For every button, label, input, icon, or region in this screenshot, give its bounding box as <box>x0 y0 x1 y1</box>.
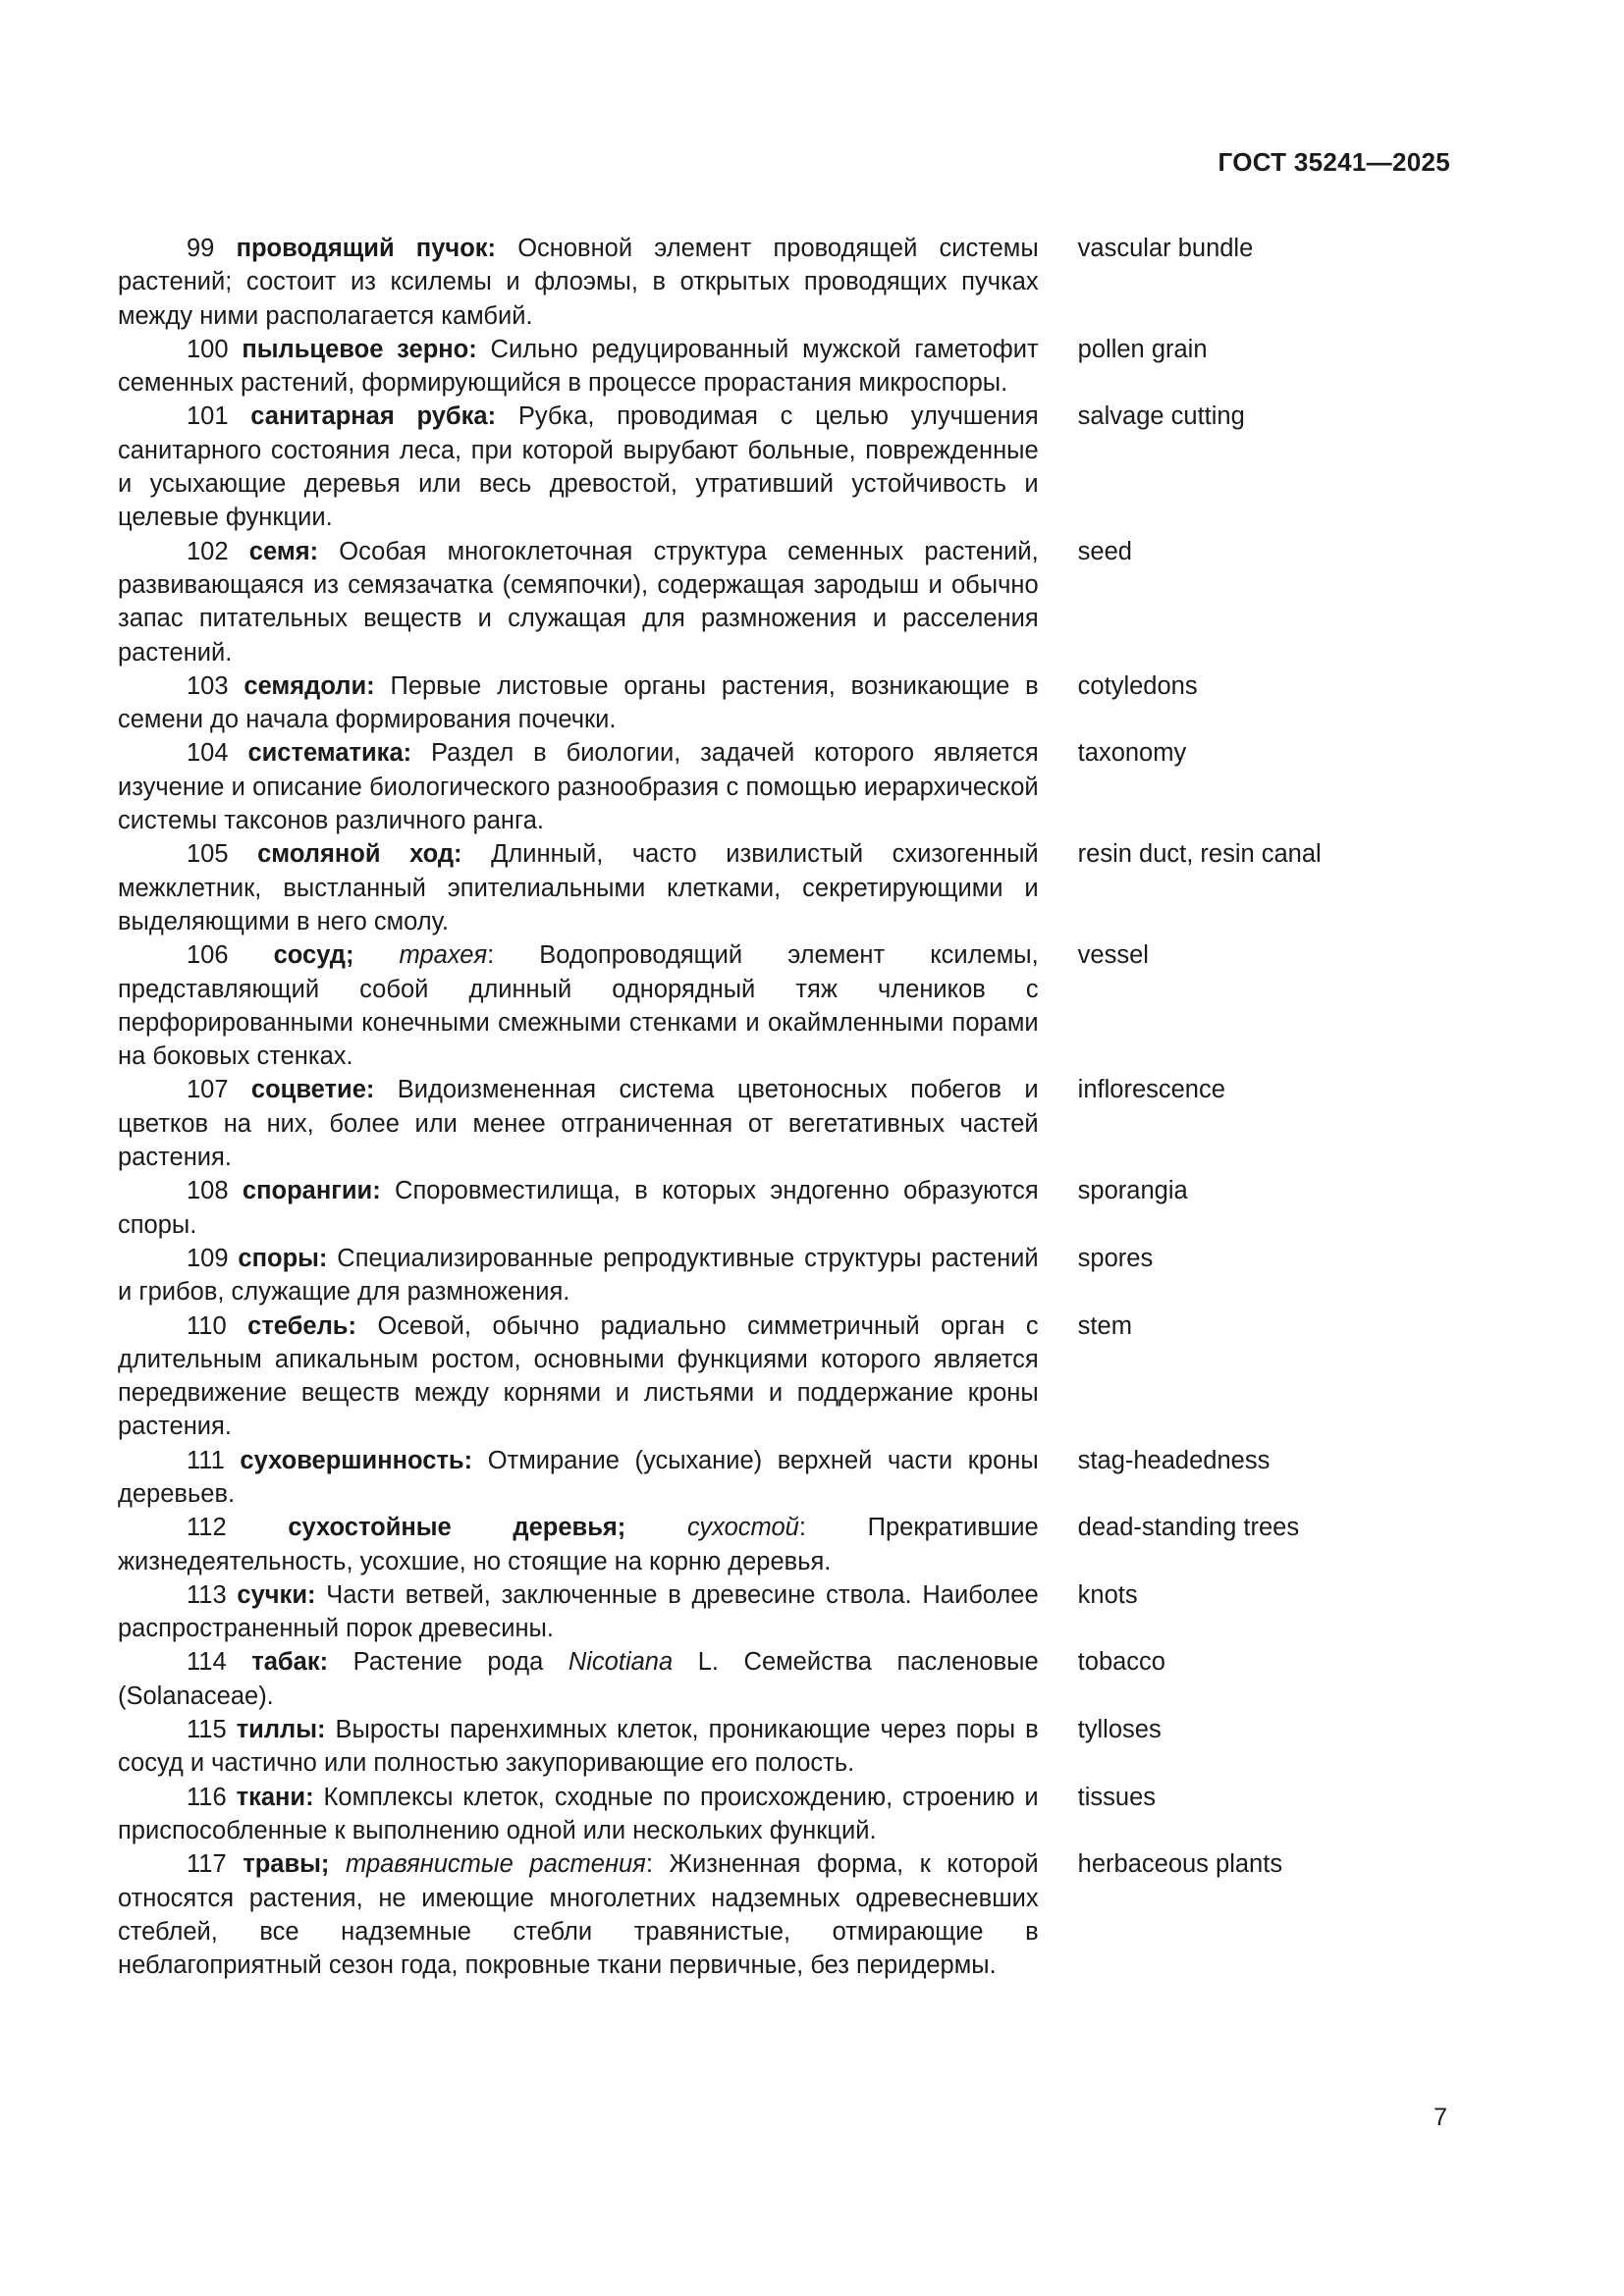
english-term: resin duct, resin canal <box>1077 840 1322 869</box>
english-term: herbaceous plants <box>1077 1850 1283 1879</box>
term-name: семя: <box>248 537 319 565</box>
term-entry <box>118 1781 1394 1848</box>
term-definition <box>118 837 1039 938</box>
term-entry <box>118 1174 1394 1242</box>
term-number: 105 <box>187 840 229 869</box>
english-term: spores <box>1077 1244 1154 1272</box>
term-number: 117 <box>187 1850 227 1879</box>
page-number: 7 <box>1434 2104 1447 2131</box>
term-number: 106 <box>187 941 229 970</box>
definition-text: Отмирание (усыхание) верхней части кроны деревьев. <box>118 1446 1039 1508</box>
term-synonym: сухостой <box>686 1514 799 1542</box>
english-term: inflorescence <box>1077 1076 1225 1104</box>
term-definition <box>118 1645 1039 1713</box>
term-entry <box>118 1242 1394 1309</box>
term-name: травы; <box>243 1850 330 1879</box>
term-name: табак: <box>251 1648 329 1677</box>
definition-text: Раздел в биологии, задачей которого является изучение и описание биологического разнообразия с помощью иерархической системы таксонов различного ранга. <box>118 739 1039 835</box>
term-number: 115 <box>187 1716 227 1744</box>
english-term: tobacco <box>1077 1648 1165 1677</box>
term-definition <box>118 1511 1039 1578</box>
term-definition <box>118 1713 1039 1781</box>
term-entry <box>118 400 1394 534</box>
term-definition <box>118 1847 1039 1982</box>
term-name: систематика: <box>247 739 412 768</box>
definition-text: : Водопроводящий элемент ксилемы, представляющий собой длинный однорядный тяж члеников с перфорированными конечными смежными стенками и окаймленными порами на боковых стенках. <box>118 941 1039 1071</box>
term-name: стебель: <box>247 1311 356 1340</box>
term-entry <box>118 837 1394 938</box>
term-name: соцветие: <box>250 1076 375 1104</box>
definition-text: Основной элемент проводящей системы растений; состоит из ксилемы и флоэмы, в открытых проводящих пучках между ними располагается камбий. <box>118 235 1039 330</box>
definition-text: Рубка, проводимая с целью улучшения санитарного состояния леса, при которой вырубают больные, поврежденные и усыхающие деревья или весь древостой, утративший устойчивость и целевые функции. <box>118 402 1039 532</box>
term-definition <box>118 1578 1039 1646</box>
term-number: 100 <box>187 335 229 363</box>
english-term: stem <box>1077 1311 1132 1340</box>
term-definition <box>118 1242 1039 1309</box>
definition-text: Осевой, обычно радиально симметричный орган с длительным апикальным ростом, основными функциями которого является передвижение веществ между корнями и листьями и поддержание кроны растения. <box>118 1311 1039 1441</box>
term-entry <box>118 1847 1394 1982</box>
definition-tail: L. Семейства пасленовые (Solanaceae). <box>118 1648 1039 1710</box>
term-entry <box>118 232 1394 333</box>
term-number: 112 <box>187 1514 227 1542</box>
term-number: 109 <box>187 1244 229 1272</box>
definition-text: : Прекратившие жизнедеятельность, усохшие, но стоящие на корню деревья. <box>118 1514 1039 1575</box>
document-header: ГОСТ 35241—2025 <box>1218 147 1450 177</box>
english-term: sporangia <box>1077 1177 1188 1205</box>
definition-text: Споровместилища, в которых эндогенно образуются споры. <box>118 1177 1039 1239</box>
term-number: 116 <box>187 1783 227 1811</box>
term-synonym: травянистые растения <box>346 1850 646 1879</box>
term-name: суховершинность: <box>240 1446 473 1474</box>
english-term: dead-standing trees <box>1077 1514 1300 1542</box>
definition-text: Растение рода <box>328 1648 568 1677</box>
term-entry <box>118 1444 1394 1512</box>
term-name: смоляной ход: <box>257 840 462 869</box>
definition-text: Сильно редуцированный мужской гаметофит семенных растений, формирующийся в процессе прорастания микроспоры. <box>118 335 1039 398</box>
term-number: 108 <box>187 1177 229 1205</box>
term-definition <box>118 333 1039 400</box>
term-entry <box>118 535 1394 669</box>
english-term: pollen grain <box>1077 335 1208 363</box>
term-definition <box>118 535 1039 669</box>
term-definition <box>118 938 1039 1073</box>
definition-text: Первые листовые органы растения, возникающие в семени до начала формирования почечки. <box>118 671 1039 734</box>
term-number: 102 <box>187 537 229 565</box>
term-definition <box>118 232 1039 333</box>
english-term: salvage cutting <box>1077 402 1245 431</box>
term-entry <box>118 1578 1394 1646</box>
term-definition <box>118 1174 1039 1242</box>
term-name: сухостойные деревья; <box>288 1514 626 1542</box>
term-number: 104 <box>187 739 229 768</box>
english-term: stag-headedness <box>1077 1446 1271 1474</box>
term-name: проводящий пучок: <box>236 235 497 262</box>
english-term: seed <box>1077 537 1132 565</box>
definition-text: Видоизмененная система цветоносных побегов и цветков на них, более или менее отграниченная от вегетативных частей растения. <box>118 1076 1039 1172</box>
term-definition <box>118 669 1039 737</box>
definition-text: Специализированные репродуктивные структуры растений и грибов, служащие для размножения. <box>118 1244 1039 1307</box>
term-synonym: трахея <box>399 941 488 970</box>
definition-text: Комплексы клеток, сходные по происхождению, строению и приспособленные к выполнению одной или нескольких функций. <box>118 1783 1039 1844</box>
term-number: 99 <box>187 235 215 262</box>
definition-text: Длинный, часто извилистый схизогенный межклетник, выстланный эпителиальными клетками, секретирующими и выделяющими в него смолу. <box>118 840 1039 935</box>
term-entry <box>118 938 1394 1073</box>
term-entry <box>118 333 1394 400</box>
term-name: санитарная рубка: <box>250 402 497 431</box>
term-entry <box>118 1645 1394 1713</box>
term-entry <box>118 669 1394 737</box>
english-term: taxonomy <box>1077 739 1187 768</box>
english-term: tissues <box>1077 1783 1157 1811</box>
term-name: сучки: <box>237 1580 316 1609</box>
term-name: тиллы: <box>236 1716 326 1744</box>
term-number: 101 <box>187 402 229 431</box>
genus-name: Nicotiana <box>568 1648 674 1677</box>
term-entry <box>118 1511 1394 1578</box>
term-definition <box>118 1309 1039 1444</box>
term-definition <box>118 1444 1039 1512</box>
english-term: tylloses <box>1077 1716 1162 1744</box>
term-definition <box>118 1073 1039 1174</box>
definition-text: Части ветвей, заключенные в древесине ствола. Наиболее распространенный порок древесины. <box>118 1580 1039 1643</box>
term-number: 103 <box>187 671 229 700</box>
english-term: vessel <box>1077 941 1149 970</box>
term-name: споры: <box>238 1244 328 1272</box>
term-number: 113 <box>187 1580 227 1609</box>
term-definition <box>118 736 1039 837</box>
english-term: vascular bundle <box>1077 235 1254 262</box>
term-definition <box>118 400 1039 534</box>
terms-list <box>118 232 1394 1982</box>
english-term: cotyledons <box>1077 671 1198 700</box>
term-entry <box>118 1713 1394 1781</box>
definition-text: Особая многоклеточная структура семенных растений, развивающаяся из семязачатка (семяпочки), содержащая зародыш и обычно запас питательных веществ и служащая для размножения и расселения растений. <box>118 537 1039 667</box>
term-number: 107 <box>187 1076 229 1104</box>
definition-text: Выросты паренхимных клеток, проникающие через поры в сосуд и частично или полностью закупоривающие его полость. <box>118 1716 1039 1778</box>
english-term: knots <box>1077 1580 1138 1609</box>
term-number: 110 <box>187 1311 227 1340</box>
term-name: сосуд; <box>273 941 354 970</box>
term-name: пыльцевое зерно: <box>242 335 477 363</box>
term-entry <box>118 736 1394 837</box>
term-entry <box>118 1309 1394 1444</box>
term-name: спорангии: <box>242 1177 381 1205</box>
term-name: семядоли: <box>244 671 375 700</box>
term-entry <box>118 1073 1394 1174</box>
term-name: ткани: <box>236 1783 314 1811</box>
term-number: 114 <box>187 1648 227 1677</box>
term-number: 111 <box>187 1446 225 1474</box>
term-definition <box>118 1781 1039 1848</box>
definition-text: : Жизненная форма, к которой относятся растения, не имеющие многолетних надземных одревесневших стеблей, все надземные стебли травянистые, отмирающие в неблагоприятный сезон года, покровные ткани первичные, без перидермы. <box>118 1850 1039 1980</box>
